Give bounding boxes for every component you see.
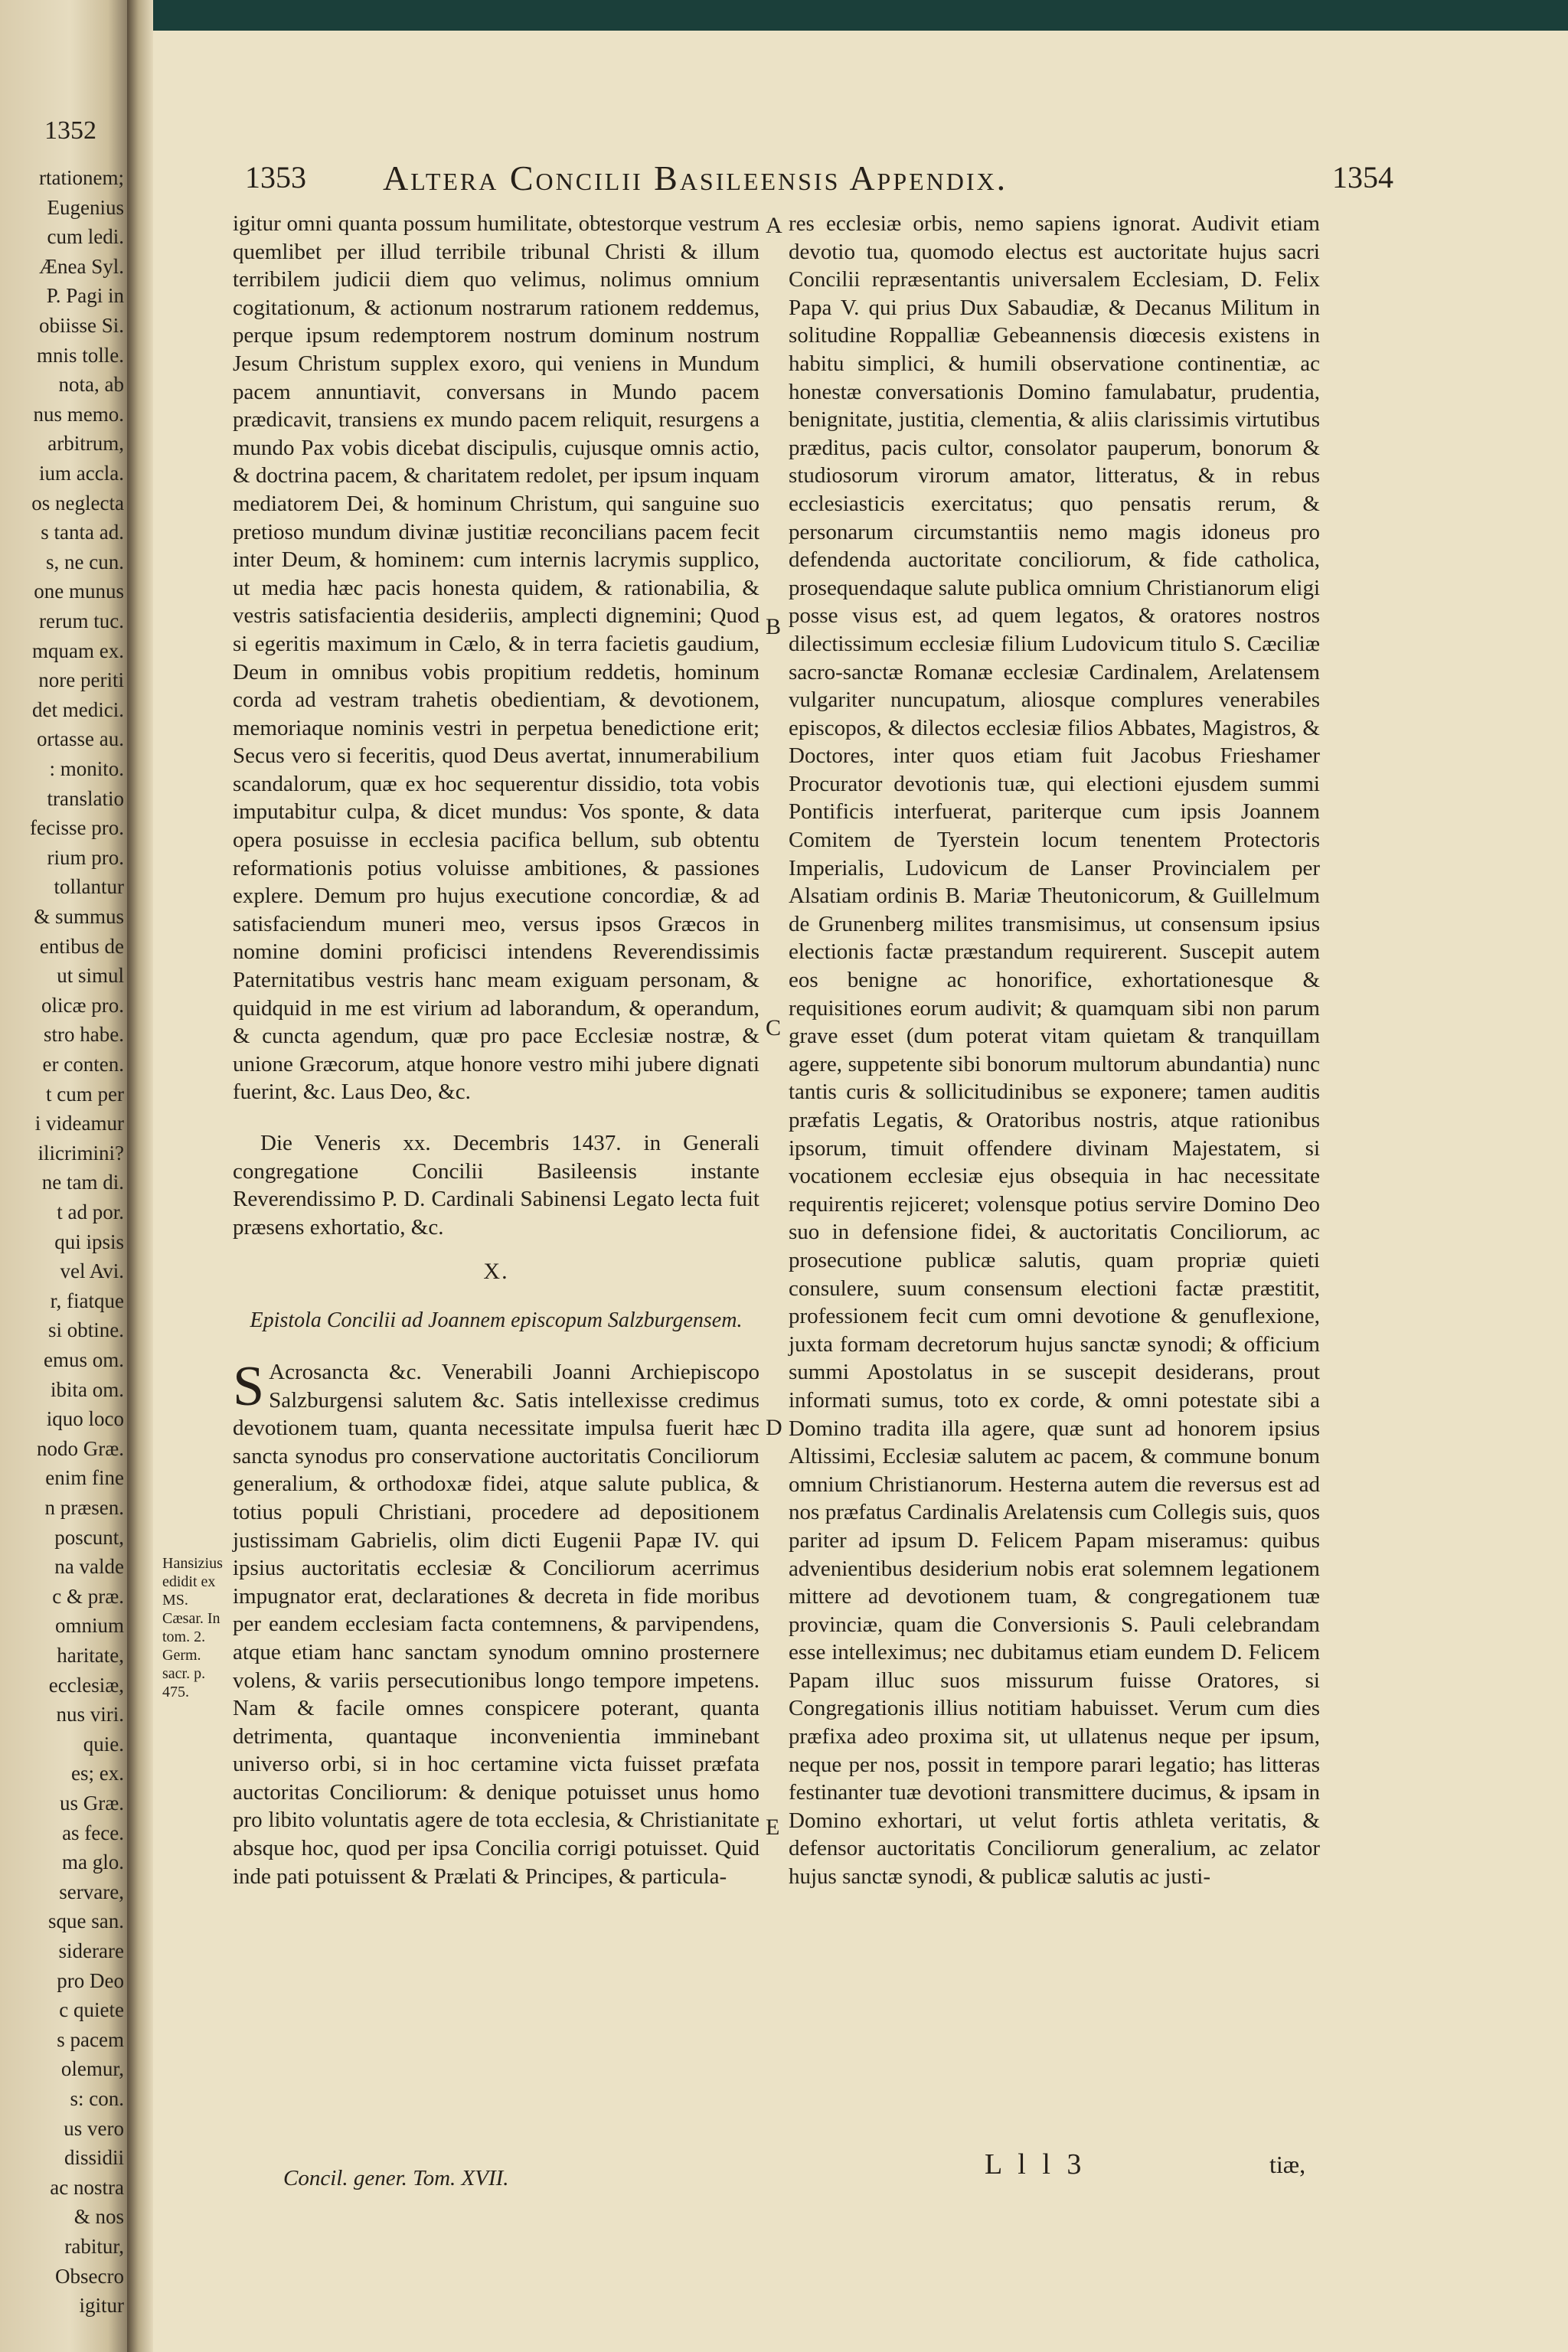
epistola-title: Epistola Concilii ad Joannem episcopum Salzburgensem. (250, 1308, 743, 1332)
previous-page-line: nota, ab (58, 373, 124, 397)
previous-page-line: mnis tolle. (37, 343, 124, 367)
previous-page-line: as fece. (62, 1821, 124, 1844)
previous-page-line: iquo loco (46, 1407, 124, 1431)
previous-page-line: nus viri. (56, 1703, 124, 1726)
previous-page-line: r, fiatque (50, 1289, 124, 1312)
previous-page-line: t ad por. (57, 1200, 124, 1223)
previous-page-line: Eugenius (47, 195, 124, 219)
margin-letter-b: B (766, 614, 782, 639)
previous-page-line: n præsen. (44, 1496, 124, 1519)
page-number-left: 1353 (245, 160, 306, 194)
page-number-right: 1354 (1332, 160, 1393, 194)
previous-page-line: s pacem (57, 2027, 124, 2051)
previous-page-line: rerum tuc. (39, 609, 124, 632)
right-column (789, 210, 1320, 1891)
previous-page-line: si obtine. (48, 1318, 124, 1342)
previous-page-line: ibita om. (51, 1377, 124, 1401)
previous-page-line: olemur, (60, 2057, 124, 2081)
previous-page-line: one munus (34, 580, 124, 603)
previous-page-line: i videamur (34, 1112, 124, 1135)
margin-letter-e: E (766, 1815, 780, 1840)
previous-page-line: s, ne cun. (46, 550, 124, 573)
previous-page-line: P. Pagi in (46, 284, 124, 308)
previous-page-line: qui ipsis (54, 1230, 124, 1253)
previous-page-line: ac nostra (50, 2175, 124, 2199)
previous-page-line: ecclesiæ, (48, 1673, 124, 1697)
previous-page-line: na valde (54, 1555, 124, 1579)
previous-page-line: cum ledi. (47, 225, 124, 249)
previous-page-line: os neglecta (31, 491, 124, 514)
previous-page-line: us Græ. (59, 1792, 124, 1815)
epistola-continuation: res ecclesiæ orbis, nemo sapiens ignorat. Audivit etiam devotio tua, quomodo electus est auctoritate hujus sacri Concilii repræsentantis universalem Ecclesiam, D. Felix Papa V. qui prius Dux Sabaudiæ, & Decanus Militum in solitudine Roppalliæ Gebeannensis diœcesis existens in habitu simplici, & humili observatione continentiæ, ac honestæ conversationis Domino famulabatur, prudentia, benignitate, justitia, clementia, & aliis clarissimis virtutibus præditus, pacis cultor, consolator pauperum, bonorum & studiosorum virorum amator, litteratus, & in rebus ecclesiasticis exercitatus; quo pensatis rerum, & personarum circumstantiis nemo magis idoneus pro defendenda auctoritate conciliorum, & fide catholica, prosequendaque salute publica omnium Christianorum eligi posse visus est, ad quem legatos, & oratores nostros dilectissimum ecclesiæ filium Ludovicum titulo S. Cæciliæ sacro-sanctæ Romanæ ecclesiæ Cardinalem, Arelatensem vulgariter nuncupatum, aliosque complures venerabiles episcopos, & dilectos ecclesiæ filios Abbates, Magistros, & Doctores, inter quos etiam fuit Jacobus Frieshamer Procurator devotionis tuæ, qui electioni ejusdem summi Pontificis interfuerat, pariterque cum ipsis Joannem Comitem de Tyerstein locum tenentem Protectoris Imperialis, Ludovicum de Lanser Provincialem per Alsatiam ordinis B. Mariæ Theutonicorum, & Guillelmum de Grunenberg milites transmisimus, ut consensum ipsius electionis factæ præstandum requirerent. Suscepit autem eos benigne ac honorifice, exhortationesque & requisitiones eorum audivit; & quamquam sibi non parum grave esset (dum poterat vitam quietam & tranquillam agere, suppetente sibi bonorum multorum abundantia) nunc tantis curis & sollicitudinibus se exponere; tamen auditis præfatis Legatis, & Oratoribus nostris, atque rationibus ipsorum, timuit offendere divinam Majestatem, si vocationem ecclesiæ ejus obsequia in hac necessitate requirentis rejiceret; volensque potius servire Domino Deo suo in defensione fidei, & auctoritatis Conciliorum, ac prosecutione publicæ salutis, quam propriæ quieti consulere, suum consensum electioni factæ præstitit, professionem fecit cum omni devotione & genuflexione, juxta formam decretorum hujus sanctæ synodi; & officium summi Apostolatus in se suscepit desiderans, prout informati sumus, toto ex corde, & omni potestate sibi a Domino tradita illa agere, quæ sunt ad honorem ipsius Altissimi, Ecclesiæ salutem ac pacem, & commune bonum omnium Christianorum. Hesterna autem die reversus est ad nos præfatus Cardinalis Arelatensis cum Collegis suis, quos pariter ad ipsum D. Felicem Papam miseramus: quibus advenientibus desiderium nobis erat solemnem legationem mittere ad devotionem tuam, & congregationem tuæ provinciæ, quam die Conversionis S. Pauli celebrandam esse intelleximus; nec dubitamus etiam eundem D. Felicem Papam illuc suos missurum fuisse Oratores, si Congregationis illius notitiam habuisset. Verum cum dies præfixa adeo proxima sit, ut ullatenus neque per ipsum, neque per nos, possit in tempore parari legatio; has litteras festinanter tuæ devotioni transmittere ducimus, & ipsam in Domino exhortari, ut velut fortis athleta veritatis, & defensor auctoritatis Conciliorum generalium, ac zelator hujus sanctæ synodi, & publicæ salutis ac justi- (789, 211, 1320, 1890)
previous-page-line: tollantur (54, 875, 124, 899)
book-gutter (127, 0, 153, 2352)
previous-page-line: translatio (47, 786, 124, 810)
marginal-sidenote: Hansizius edidit ex MS. Cæsar. In tom. 2. Germ. sacr. p. 475. (162, 1555, 223, 1700)
previous-page-line: : monito. (49, 757, 124, 780)
previous-page-number: 1352 (44, 116, 96, 145)
left-column (233, 210, 760, 1890)
previous-page-line: obiisse Si. (38, 314, 124, 337)
previous-page-line: ut simul (57, 964, 124, 988)
previous-page-line: ium accla. (39, 462, 124, 485)
previous-page-line: c & præ. (52, 1584, 124, 1608)
catchword-right: tiæ, (1269, 2151, 1306, 2178)
drop-cap: S (233, 1354, 265, 1418)
previous-page-line: enim fine (45, 1466, 124, 1490)
previous-page-line: sque san. (48, 1909, 124, 1933)
previous-page-line: ma glo. (62, 1851, 124, 1874)
previous-page-line: olicæ pro. (41, 993, 124, 1017)
previous-page-line: quie. (83, 1732, 124, 1756)
previous-page-line: us vero (64, 2116, 124, 2140)
previous-page-line: Ænea Syl. (39, 254, 124, 278)
epistola-text (233, 1354, 760, 1890)
epistola-body: Acrosancta &c. Venerabili Joanni Archiepiscopo Salzburgensi salutem &c. Satis intellexisse credimus devotionem tuam, quanta necessitate impulsa fuerit hæc sancta synodus pro conservatione auctoritatis Conciliorum generalium, & orthodoxæ fidei, atque salute publica, & totius populi Christiani, procedere ad depositionem justissimam Gabrielis, olim dicti Eugenii Papæ IV. qui ipsius auctoritatis ecclesiæ & Conciliorum acerrimus impugnator erat, declarationes & decreta in fide moribus per eandem ecclesiam facta contemnens, & parvipendens, atque etiam hanc sanctam synodum omnino prosternere volens, & variis persecutionibus longo tempore impetens. Nam & facile omnes conspicere poterant, quanta detrimenta, quantaque inconvenientia imminebant universo orbi, si in hoc certamine victa fuisset præfata auctoritas Conciliorum: & denique potuisset unus homo pro libito voluntatis agere de tota ecclesia, & Christianitate absque hoc, quod per ipsa Concilia corrigi potuisset. Quid inde pati potuissent & Prælati & Principes, & particula- (233, 1359, 760, 1889)
previous-page-line: stro habe. (44, 1023, 124, 1047)
previous-page-line: & nos (74, 2205, 124, 2229)
reading-note: Die Veneris xx. Decembris 1437. in Generali congregatione Concilii Basileensis instante Reverendissimo P. D. Cardinali Sabinensi Legato lecta fuit præsens exhortatio, &c. (233, 1131, 760, 1240)
margin-letter-c: C (766, 1015, 782, 1040)
previous-page-line: & summus (34, 905, 124, 928)
previous-page-line: poscunt, (54, 1525, 124, 1549)
previous-page-line: haritate, (57, 1644, 124, 1667)
running-head (153, 144, 1568, 198)
previous-page-line: det medici. (32, 697, 124, 721)
previous-page-line: t cum per (46, 1082, 124, 1106)
previous-page-line: vel Avi. (60, 1259, 124, 1283)
previous-page-line: mquam ex. (32, 639, 124, 662)
previous-page-line: pro Deo (57, 1968, 124, 1992)
previous-page-line: dissidii (64, 2146, 124, 2170)
previous-page-line: es; ex. (71, 1762, 124, 1785)
margin-letter-a: A (766, 213, 782, 238)
previous-page-line: er conten. (42, 1053, 124, 1076)
previous-page-line: c quiete (59, 1998, 124, 2022)
footer-catchword: Concil. gener. Tom. XVII. (283, 2166, 509, 2190)
margin-letter-d: D (766, 1415, 782, 1440)
book-page (153, 31, 1568, 2352)
previous-page-line: ortasse au. (37, 727, 124, 751)
previous-page-line: nodo Græ. (37, 1436, 124, 1460)
previous-page-line: rium pro. (47, 845, 124, 869)
previous-page-line: nore periti (38, 668, 124, 692)
signature-mark: L l l 3 (985, 2148, 1086, 2180)
previous-page-line: ne tam di. (41, 1171, 124, 1194)
previous-page-line: servare, (59, 1880, 124, 1903)
previous-page-line: s tanta ad. (41, 521, 124, 544)
previous-page-line: entibus de (39, 934, 124, 958)
previous-page-line: omnium (54, 1614, 124, 1638)
section-number: X. (483, 1259, 509, 1285)
previous-page-line: fecisse pro. (30, 816, 124, 840)
previous-page-edge (0, 0, 127, 2352)
previous-page-line: nus memo. (33, 402, 124, 426)
previous-page-line: ilicrimini? (38, 1141, 124, 1165)
previous-page-line: rabitur, (64, 2235, 124, 2258)
running-title: Altera Concilii Basileensis Appendix. (383, 158, 1008, 198)
previous-page-line: s: con. (70, 2087, 124, 2110)
previous-page-line: siderare (58, 1939, 124, 1962)
previous-page-line: emus om. (44, 1348, 124, 1371)
previous-page-line: arbitrum, (47, 432, 124, 456)
exhortation-text: igitur omni quanta possum humilitate, obtestorque vestrum quemlibet per illud terribile tribunal Christi & illum terribilem judicii diem quo velimus, nolimus omnium cogitationum, & actionum nostrarum rationem reddemus, perque ipsum redemptorem nostrum dominum nostrum Jesum Christum supplex exoro, qui veniens in Mundum pacem annuntiavit, conversans in Mundo pacem prædicavit, transiens ex mundo pacem reliquit, resurgens a mundo Pax vobis dicebat discipulis, cujusque omnis actio, & doctrina pacem, & charitatem redolet, per ipsum inquam mediatorem Dei, & hominum Christum, qui sanguine suo pretioso mundum divinæ justitiæ reconcilians pacem fecit inter Deum, & hominem: cum internis lacrymis supplico, ut media hæc pacis honesta quidem, & rationabilia, & vestris satisfacientia desideriis, amplecti dignemini; Quod si egeritis maximum in Cælo, & in terra facietis gaudium, Deum in omnibus vobis propitium reddetis, hominum corda ad vestram trahetis obedientiam, & devotionem, memoriaque nominis vestri in perpetua benedictione erit; Secus vero si feceritis, quod Deus avertat, innumerabilium scandalorum, quæ ex hoc sequerentur dissidio, tota vobis imputabitur culpa, & dicet mundus: Vos sponte, & data opera posuisse in ecclesia pacifica bellum, sub obtentu reformationis potius voluisse ambitiones, & passiones explere. Demum pro hujus executione concordiæ, & ad satisfaciendum muneri meo, versus ipsos Græcos in nomine domini proficisci intendens Reverendissimis Paternitatibus vestris hanc meam exiguam personam, & quidquid in me est virium ad laborandum, & operandum, & cuncta agendum, quæ pro pace Ecclesiæ nostræ, & unione Græcorum, atque honore vestro mihi jubere dignati fuerint, &c. Laus Deo, &c. (233, 211, 760, 1105)
previous-page-line: rtationem; (39, 166, 124, 189)
previous-page-line: Obsecro (55, 2264, 124, 2288)
previous-page-line: igitur (79, 2294, 124, 2318)
